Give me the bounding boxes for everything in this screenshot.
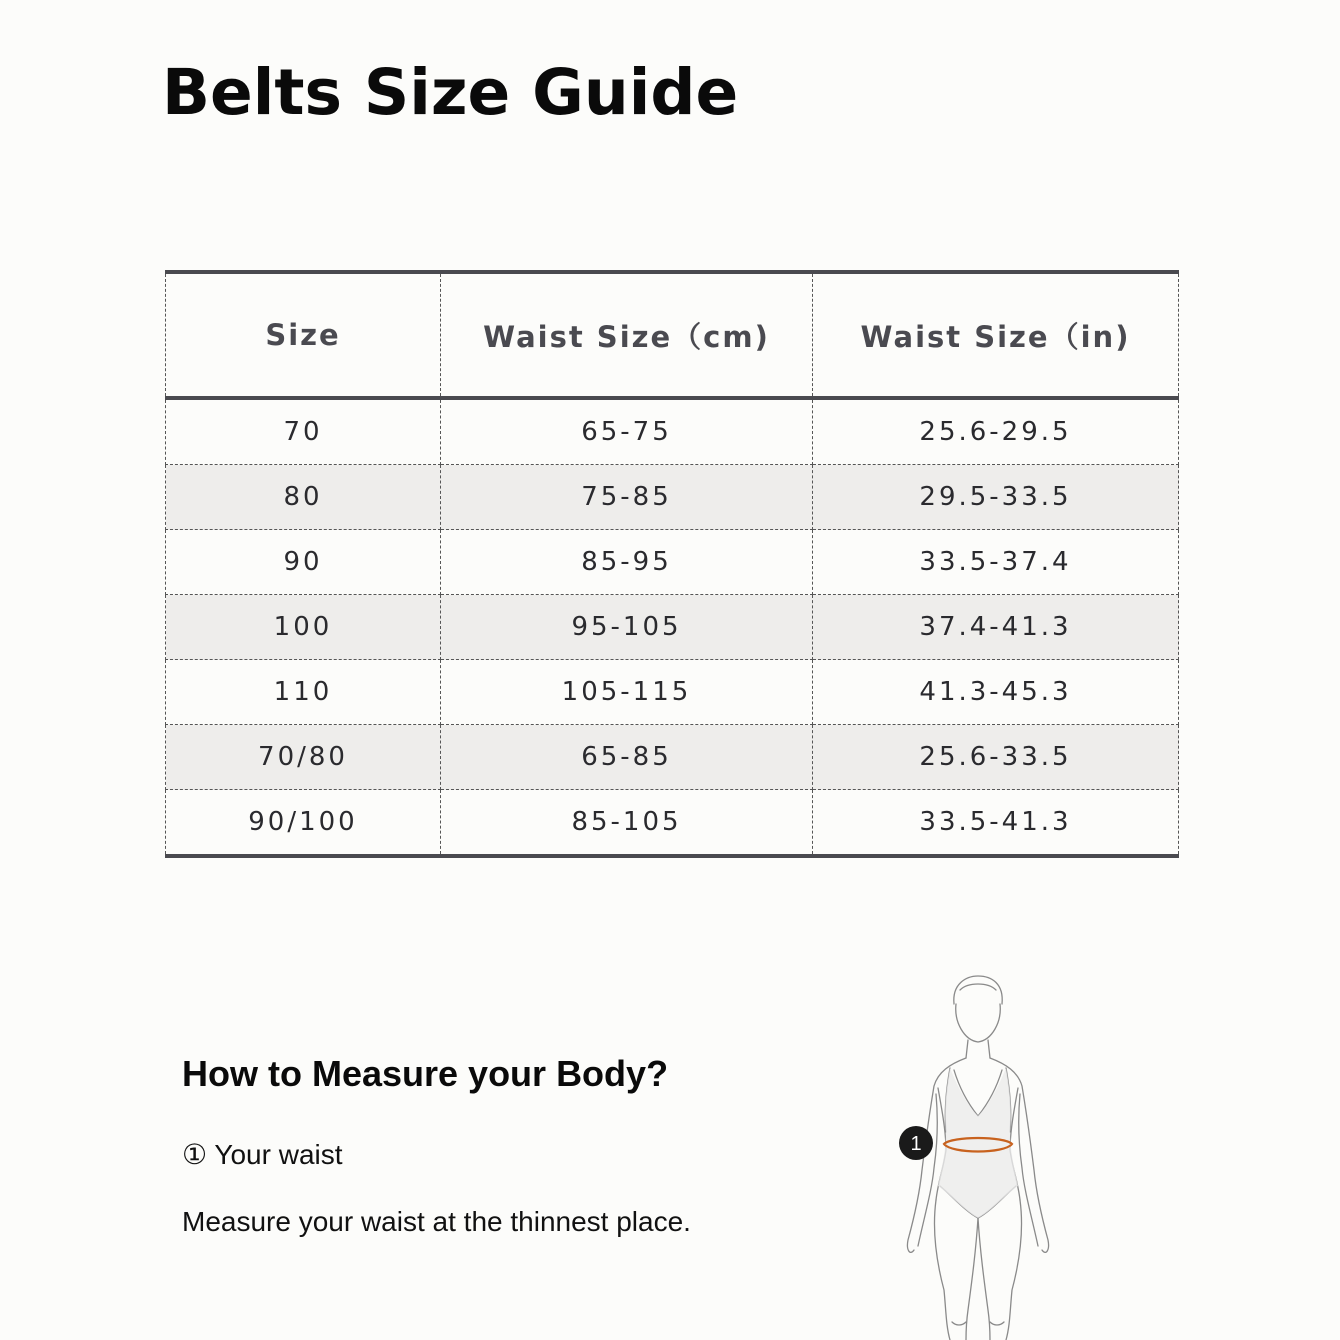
- cell-waist-in: 37.4-41.3: [813, 595, 1179, 660]
- cell-waist-cm: 105-115: [441, 660, 813, 725]
- cell-size: 100: [166, 595, 441, 660]
- cell-size: 110: [166, 660, 441, 725]
- header-waist-cm: Waist Size（cm): [441, 272, 813, 398]
- cell-waist-cm: 75-85: [441, 465, 813, 530]
- table-header-row: [166, 272, 1179, 398]
- table-row: [166, 595, 1179, 660]
- measure-step-waist: ① Your waist: [182, 1139, 343, 1170]
- cell-waist-in: 25.6-29.5: [813, 398, 1179, 465]
- body-figure-illustration: [880, 960, 1080, 1340]
- cell-waist-cm: 65-75: [441, 398, 813, 465]
- page-title: Belts Size Guide: [162, 56, 739, 129]
- neck-outline: [966, 1040, 990, 1058]
- cell-size: 90: [166, 530, 441, 595]
- swimsuit-fill: [938, 1068, 1018, 1218]
- waist-marker-label: 1: [910, 1133, 922, 1155]
- measure-description: Measure your waist at the thinnest place.: [182, 1206, 691, 1237]
- table-row: [166, 465, 1179, 530]
- cell-waist-in: 41.3-45.3: [813, 660, 1179, 725]
- table-row: [166, 660, 1179, 725]
- cell-waist-cm: 85-95: [441, 530, 813, 595]
- cell-waist-cm: 85-105: [441, 790, 813, 857]
- legs-outline: [934, 1200, 950, 1340]
- cell-size: 70/80: [166, 725, 441, 790]
- cell-waist-cm: 65-85: [441, 725, 813, 790]
- header-waist-in: Waist Size（in): [813, 272, 1179, 398]
- cell-waist-in: 33.5-37.4: [813, 530, 1179, 595]
- cell-size: 70: [166, 398, 441, 465]
- cell-size: 90/100: [166, 790, 441, 857]
- hair-outline: [954, 976, 1002, 1004]
- table-row: [166, 530, 1179, 595]
- cell-waist-cm: 95-105: [441, 595, 813, 660]
- measure-heading: How to Measure your Body?: [182, 1053, 669, 1094]
- head-outline: [956, 1004, 1001, 1042]
- cell-waist-in: 33.5-41.3: [813, 790, 1179, 857]
- table-row: [166, 398, 1179, 465]
- table-row: [166, 725, 1179, 790]
- header-size: Size: [166, 272, 441, 398]
- cell-size: 80: [166, 465, 441, 530]
- table-row: [166, 790, 1179, 857]
- cell-waist-in: 25.6-33.5: [813, 725, 1179, 790]
- cell-waist-in: 29.5-33.5: [813, 465, 1179, 530]
- size-table: [165, 270, 1179, 858]
